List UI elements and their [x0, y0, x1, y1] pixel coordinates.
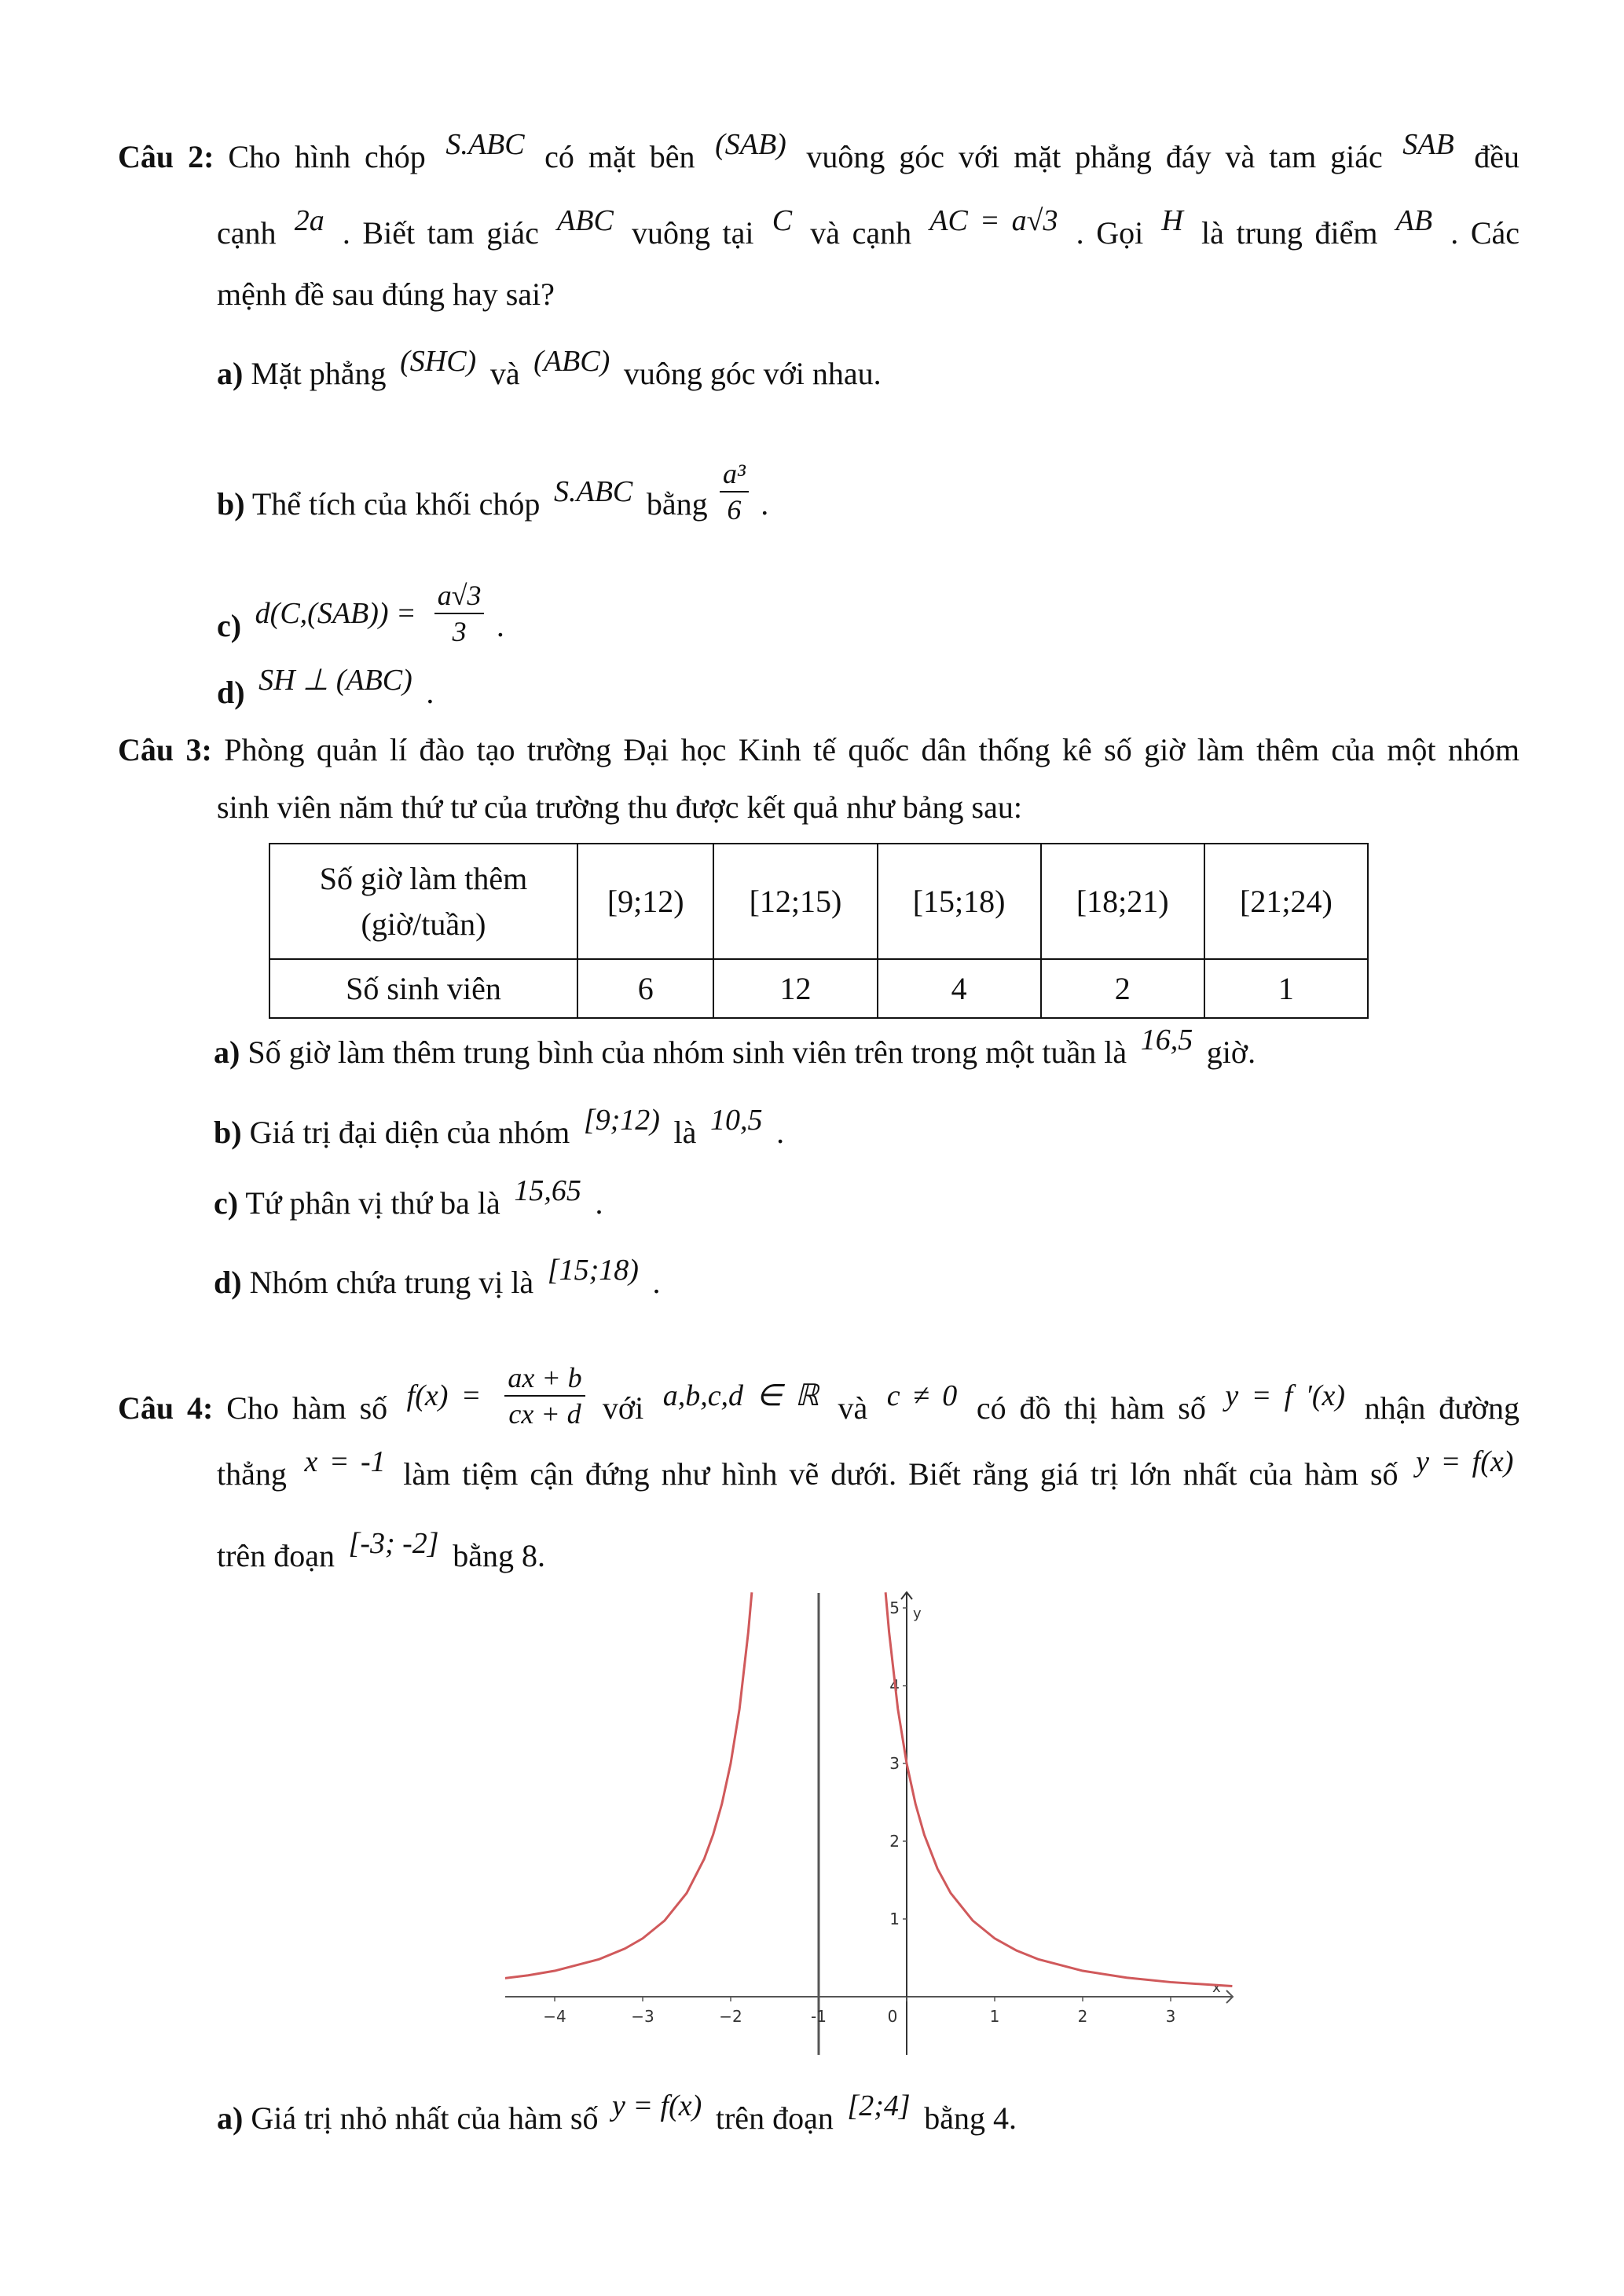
x-tick-label: −4 — [543, 2007, 566, 2026]
text: thẳng — [217, 1456, 299, 1492]
text: . — [776, 1115, 785, 1150]
text: Cho hình chóp — [228, 139, 440, 174]
item-label: a) — [217, 2100, 244, 2136]
text-line — [118, 1362, 1520, 1444]
item-label: Câu 3: — [118, 732, 212, 767]
y-axis-label: y — [913, 1606, 922, 1622]
table-cell-count: 2 — [1041, 959, 1204, 1018]
math-expression: C — [772, 203, 793, 237]
math-expression: a,b,c,d ∈ ℝ — [662, 1379, 819, 1413]
item-label: a) — [214, 1034, 240, 1070]
text: là trung điểm — [1201, 215, 1391, 251]
math-expression: AC = a√3 — [929, 203, 1058, 237]
math-expression: SAB — [1402, 127, 1454, 161]
fraction-numerator: a³ — [720, 460, 749, 493]
y-tick-label: 1 — [889, 1910, 900, 1928]
text: . — [426, 675, 434, 710]
text: và — [489, 356, 528, 391]
fraction-numerator: a√3 — [434, 581, 485, 614]
text: cạnh — [217, 215, 289, 251]
text: đều — [1474, 139, 1520, 174]
text: Số giờ làm thêm trung bình của nhóm sinh viên trên trong một tuần là — [247, 1034, 1135, 1070]
math-expression: 15,65 — [514, 1174, 581, 1207]
text-line — [217, 663, 434, 710]
table-cell-count: 4 — [878, 959, 1041, 1018]
text-line — [214, 1103, 785, 1150]
fraction-denominator: cx + d — [508, 1398, 581, 1430]
text: bằng — [646, 486, 716, 522]
text-line — [217, 2089, 1017, 2136]
math-expression: 2a — [294, 203, 324, 237]
math-expression: S.ABC — [554, 475, 633, 509]
text-line — [217, 203, 1520, 251]
fraction-denominator: 6 — [727, 494, 742, 526]
y-tick-label: 4 — [889, 1676, 900, 1695]
table-cell-count: 12 — [713, 959, 877, 1018]
text: Mặt phẳng — [251, 356, 394, 391]
header-label-line: (giờ/tuần) — [361, 906, 486, 942]
math-expression: H — [1161, 203, 1183, 237]
text: . Gọi — [1076, 215, 1156, 251]
item-label: d) — [217, 675, 245, 710]
text-line — [214, 1253, 661, 1300]
text: . Biết tam giác — [342, 215, 552, 251]
table-cell-group: [9;12) — [577, 844, 713, 959]
math-expression: 10,5 — [710, 1103, 763, 1137]
text: và cạnh — [810, 215, 924, 251]
text: nhận đường — [1364, 1390, 1520, 1426]
y-tick-label: 5 — [889, 1598, 900, 1617]
x-axis-label: x — [1212, 1979, 1221, 1996]
text: sinh viên năm thứ tư của trường thu được kết quả như bảng sau: — [217, 789, 1022, 825]
curve-branch — [505, 1592, 752, 1979]
text: Giá trị đại diện của nhóm — [249, 1115, 578, 1150]
text-line — [217, 1445, 1520, 1492]
text: Tứ phân vị thứ ba là — [245, 1185, 508, 1221]
text-line — [217, 344, 882, 391]
table-row-label: Số sinh viên — [269, 959, 577, 1018]
table-cell-group: [15;18) — [878, 844, 1041, 959]
text: Nhóm chứa trung vị là — [249, 1265, 542, 1300]
math-expression: y = f(x) — [1416, 1445, 1514, 1478]
text: . — [652, 1265, 661, 1300]
text: trên đoạn — [217, 1538, 343, 1573]
text: vuông tại — [631, 215, 767, 251]
item-label: d) — [214, 1265, 242, 1300]
math-fraction — [720, 460, 749, 524]
table-cell-count: 6 — [577, 959, 713, 1018]
math-expression: [-3; -2] — [348, 1526, 439, 1560]
text: và — [838, 1390, 882, 1426]
item-label: Câu 2: — [118, 139, 214, 174]
y-tick-label: 2 — [889, 1832, 900, 1851]
item-label: b) — [214, 1115, 242, 1150]
math-expression: AB — [1395, 203, 1433, 237]
text: bằng 4. — [924, 2100, 1017, 2136]
math-expression: ABC — [557, 203, 614, 237]
table-cell-count: 1 — [1204, 959, 1368, 1018]
text-line — [217, 1526, 545, 1573]
fraction-numerator: ax + b — [504, 1364, 585, 1397]
text: mệnh đề sau đúng hay sai? — [217, 276, 555, 312]
item-label: b) — [217, 486, 245, 522]
text-line — [118, 734, 1520, 766]
text-line — [214, 1023, 1256, 1070]
math-expression: y = f ′(x) — [1225, 1379, 1346, 1413]
math-expression: S.ABC — [445, 127, 525, 161]
text: bằng 8. — [453, 1538, 545, 1573]
text: Thể tích của khối chóp — [251, 486, 548, 522]
math-expression: d(C,(SAB)) = — [255, 597, 416, 631]
header-label-line: Số giờ làm thêm — [319, 860, 528, 896]
text-line — [217, 458, 769, 540]
math-expression: f(x) = — [406, 1379, 482, 1413]
math-expression: 16,5 — [1140, 1023, 1193, 1056]
text-line — [118, 127, 1520, 174]
text: . — [595, 1185, 603, 1221]
math-expression: (SHC) — [400, 344, 477, 378]
text: Phòng quản lí đào tạo trường Đại học Kinh tế quốc dân thống kê số giờ làm thêm của một nhóm — [224, 732, 1520, 767]
table-cell-group: [12;15) — [713, 844, 877, 959]
math-expression: (SAB) — [715, 127, 786, 161]
text: là — [673, 1115, 705, 1150]
math-fraction — [504, 1364, 585, 1428]
text: vuông góc với nhau. — [623, 356, 882, 391]
table-cell-group: [18;21) — [1041, 844, 1204, 959]
item-label: c) — [217, 608, 242, 644]
fraction-denominator: 3 — [452, 616, 467, 648]
math-expression: [2;4] — [847, 2089, 911, 2122]
text-line — [217, 276, 555, 312]
math-expression: [9;12) — [583, 1103, 660, 1137]
text: . Các — [1450, 215, 1520, 251]
table-header-label — [269, 844, 577, 959]
text-line — [217, 580, 504, 661]
function-graph — [505, 1591, 1236, 2055]
text: Cho hàm số — [226, 1390, 401, 1426]
text: giờ. — [1206, 1034, 1256, 1070]
x-tick-label: −2 — [719, 2007, 742, 2026]
x-tick-label: 0 — [887, 2007, 898, 2026]
text: có mặt bên — [544, 139, 709, 174]
text: . — [496, 608, 504, 644]
item-label: Câu 4: — [118, 1390, 214, 1426]
item-label: c) — [214, 1185, 239, 1221]
math-expression: [15;18) — [547, 1253, 639, 1287]
math-expression: y = f(x) — [612, 2089, 702, 2122]
x-tick-label: -1 — [811, 2007, 827, 2026]
text-line — [214, 1174, 603, 1221]
math-expression: c ≠ 0 — [886, 1379, 958, 1413]
item-label: a) — [217, 356, 244, 391]
x-tick-label: 1 — [989, 2007, 1000, 2026]
y-tick-label: 3 — [889, 1754, 900, 1773]
x-tick-label: 3 — [1165, 2007, 1176, 2026]
curve-branch — [885, 1592, 1232, 1986]
text: có đồ thị hàm số — [976, 1390, 1219, 1426]
text: với — [602, 1390, 658, 1426]
math-expression: (ABC) — [533, 344, 610, 378]
text: làm tiệm cận đứng như hình vẽ dưới. Biết rằng giá trị lớn nhất của hàm số — [403, 1456, 1410, 1492]
math-expression: SH ⊥ (ABC) — [258, 663, 412, 697]
math-expression: x = -1 — [304, 1445, 386, 1478]
data-table — [269, 843, 1369, 1019]
text: trên đoạn — [715, 2100, 841, 2136]
table-row — [269, 959, 1368, 1018]
text: . — [761, 486, 769, 522]
table-cell-group: [21;24) — [1204, 844, 1368, 959]
text: vuông góc với mặt phẳng đáy và tam giác — [806, 139, 1397, 174]
table-header-row — [269, 844, 1368, 959]
x-tick-label: −3 — [631, 2007, 654, 2026]
math-fraction — [434, 581, 485, 646]
text-line — [217, 789, 1022, 825]
text: Giá trị nhỏ nhất của hàm số — [251, 2100, 607, 2136]
x-tick-label: 2 — [1077, 2007, 1088, 2026]
